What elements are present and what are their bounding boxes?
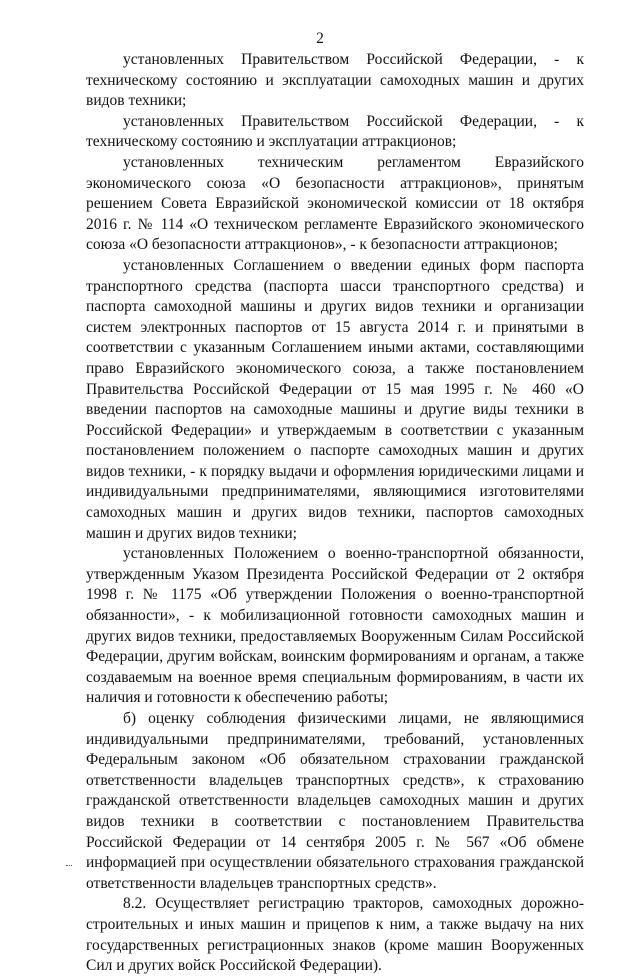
page-number: 2	[316, 30, 324, 47]
scan-mark	[66, 862, 72, 866]
paragraph-military-transport: установленных Положением о военно-транспортной обязанности, утвержденным Указом Президента Российской Федерации от 2 октября 1998 г. № 1175 «Об утверждении Положения о военно-транспортной обязанности», - к мобилизационной готовности самоходных машин и других видов техники, предоставляемых Вооруженным Силам Российской Федерации, другим войскам, воинским формированиям и органам, а также создаваемым на военное время специальным формированиям, в части их наличия и готовности к обеспечению работы;	[86, 545, 584, 707]
document-body	[86, 50, 584, 977]
paragraph-technical-condition: установленных Правительством Российской Федерации, - к техническому состоянию и эксплуатации самоходных машин и других видов техники;	[86, 51, 584, 110]
paragraph-insurance-assessment: б) оценку соблюдения физическими лицами, не являющимися индивидуальными предпринимателями, требований, установленных Федеральным законом «Об обязательном страховании гражданской ответственности владельцев транспортных средств», к страхованию гражданской ответственности владельцев самоходных машин и других видов техники в соответствии с постановлением Правительства Российской Федерации от 14 сентября 2005 г. № 567 «Об обмене информацией при осуществлении обязательного страхования гражданской ответственности владельцев транспортных средств».	[86, 710, 584, 892]
paragraph-eaeu-regulation: установленных техническим регламентом Евразийского экономического союза «О безопасности аттракционов», принятым решением Совета Евразийской экономической комиссии от 18 октября 2016 г. № 114 «О техническом регламенте Евразийского экономического союза «О безопасности аттракционов», - к безопасности аттракционов;	[86, 153, 584, 254]
paragraph-attractions-operation: установленных Правительством Российской Федерации, - к техническому состоянию и эксплуатации аттракционов;	[86, 112, 584, 151]
paragraph-passport-agreement: установленных Соглашением о введении единых форм паспорта транспортного средства (паспорта шасси транспортного средства) и паспорта самоходной машины и других видов техники и организации систем электронных паспортов от 15 августа 2014 г. и принятыми в соответствии с указанным Соглашением иными актами, составляющими право Евразийского экономического союза, а также постановлением Правительства Российской Федерации от 15 мая 1995 г. № 460 «О введении паспортов на самоходные машины и другие виды техники в Российской Федерации» и утверждаемым в соответствии с указанным постановлением положением о паспорте самоходных машин и других видов техники, - к порядку выдачи и оформления юридическими лицами и индивидуальными предпринимателями, являющимися изготовителями самоходных машин и других видов техники, паспортов самоходных машин и других видов техники;	[86, 256, 584, 542]
paragraph-registration-8-2: 8.2. Осуществляет регистрацию тракторов, самоходных дорожно-строительных и иных машин и прицепов к ним, а также выдачу на них государственных регистрационных знаков (кроме машин Вооруженных Сил и других войск Российской Федерации).	[86, 895, 584, 975]
